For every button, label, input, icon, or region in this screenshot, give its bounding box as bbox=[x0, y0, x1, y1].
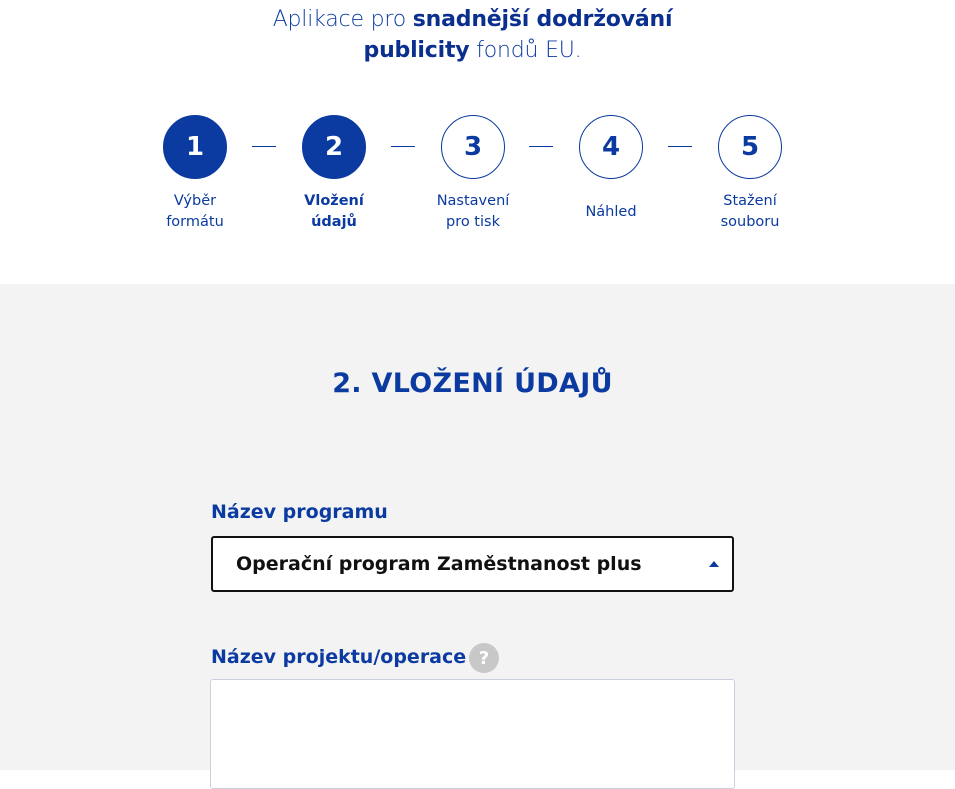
step-5[interactable] bbox=[705, 115, 795, 233]
step-label bbox=[705, 191, 795, 233]
step-separator bbox=[529, 146, 553, 147]
step-label-line: Náhled bbox=[585, 203, 637, 220]
project-name-input[interactable] bbox=[210, 679, 735, 789]
step-separator bbox=[252, 146, 276, 147]
step-4[interactable] bbox=[566, 115, 656, 233]
project-label: Název projektu/operace bbox=[211, 646, 467, 668]
program-label: Název programu bbox=[211, 501, 388, 523]
step-label-line: Nastavení bbox=[436, 193, 510, 209]
step-label bbox=[428, 191, 518, 233]
tagline-part: Aplikace pro bbox=[272, 7, 413, 32]
step-label-line: formátu bbox=[166, 214, 224, 230]
section-title: 2. VLOŽENÍ ÚDAJŮ bbox=[332, 368, 613, 399]
step-circle[interactable]: 3 bbox=[441, 115, 505, 179]
step-separator bbox=[391, 146, 415, 147]
step-circle[interactable]: 1 bbox=[163, 115, 227, 179]
tagline-part: fondů EU. bbox=[469, 38, 582, 63]
step-circle[interactable]: 5 bbox=[718, 115, 782, 179]
app-tagline bbox=[0, 4, 945, 66]
question-mark-icon[interactable]: ? bbox=[469, 643, 499, 673]
step-separator bbox=[668, 146, 692, 147]
step-label-line: souboru bbox=[720, 214, 780, 230]
step-2[interactable] bbox=[289, 115, 379, 233]
step-label-line: Stažení bbox=[723, 193, 777, 209]
tagline-emphasis: snadnější dodržování bbox=[412, 7, 673, 32]
step-label bbox=[566, 191, 656, 233]
step-circle[interactable]: 2 bbox=[302, 115, 366, 179]
form-section bbox=[0, 284, 955, 770]
tagline-emphasis: publicity bbox=[363, 38, 470, 63]
step-label-line: Vložení bbox=[304, 193, 364, 209]
program-select[interactable] bbox=[211, 536, 734, 592]
header-area bbox=[0, 0, 955, 284]
step-label bbox=[289, 191, 379, 233]
step-label-line: pro tisk bbox=[445, 214, 500, 230]
program-select-value: Operační program Zaměstnanost plus bbox=[236, 553, 642, 575]
step-label bbox=[150, 191, 240, 233]
step-1[interactable] bbox=[150, 115, 240, 233]
step-3[interactable] bbox=[428, 115, 518, 233]
caret-up-icon bbox=[709, 561, 719, 567]
step-circle[interactable]: 4 bbox=[579, 115, 643, 179]
step-label-line: údajů bbox=[311, 214, 357, 230]
step-label-line: Výběr bbox=[173, 193, 217, 209]
